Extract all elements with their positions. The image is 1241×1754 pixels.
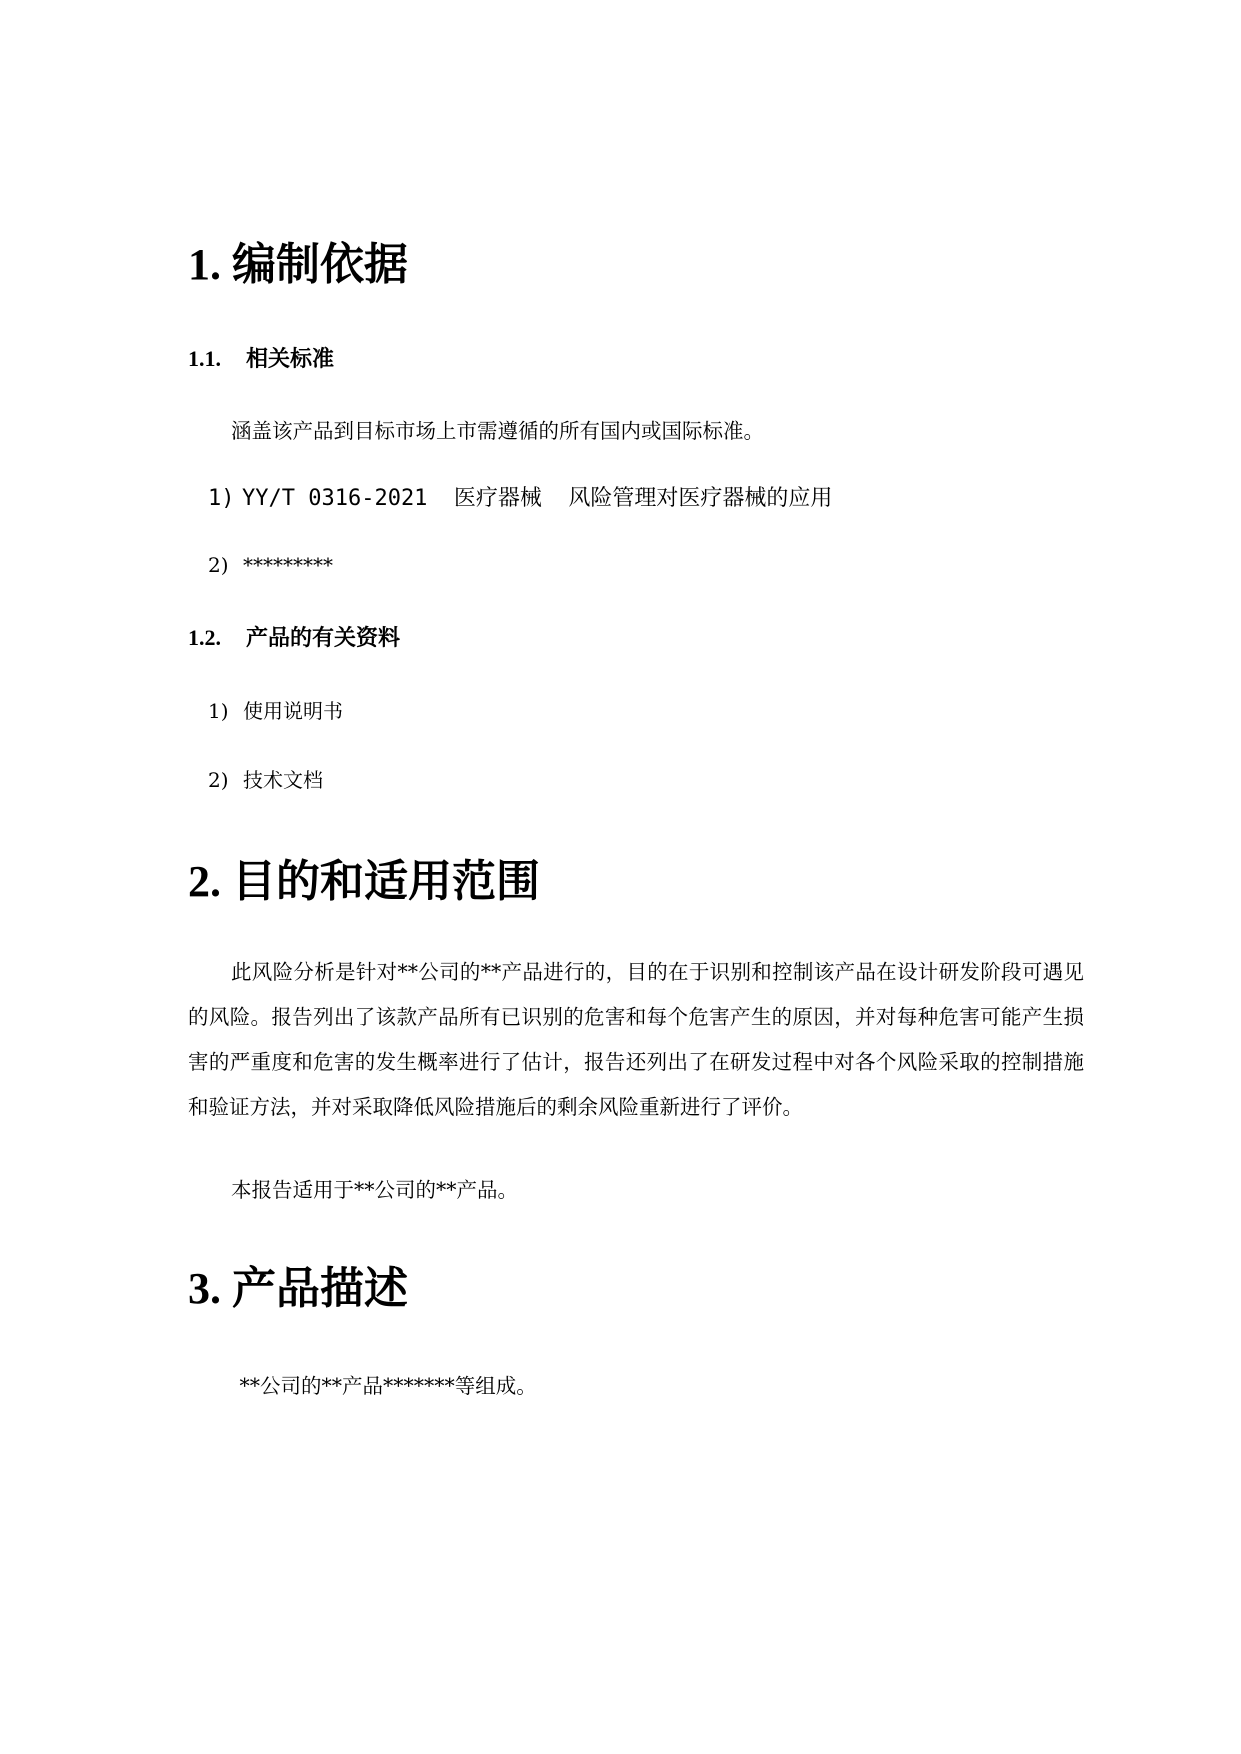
- list-marker: 2): [208, 553, 229, 577]
- product-description: **公司的**产品*******等组成。: [233, 1374, 537, 1398]
- purpose-paragraph: 此风险分析是针对**公司的**产品进行的，目的在于识别和控制该产品在设计研发阶段可遇见的风险。报告列出了该款产品所有已识别的危害和每个危害产生的原因，并对每种危害可能产生损害的严重度和危害的发生概率进行了估计，报告还列出了在研发过程中对各个风险采取的控制措施和验证方法，并对采取降低风险措施后的剩余风险重新进行了评价。: [188, 960, 1084, 1119]
- subsection-1-2-number: 1.2.: [188, 625, 221, 650]
- list-item-text: 技术文档: [243, 768, 323, 792]
- list-item: [208, 765, 323, 795]
- list-item: [208, 550, 333, 580]
- list-item: [208, 696, 343, 726]
- section-1-heading: 1. 编制依据: [188, 240, 408, 289]
- list-marker: 1): [208, 699, 229, 723]
- subsection-1-2-heading: [188, 623, 400, 653]
- list-item: [208, 483, 832, 515]
- list-item-text: YY/T 0316-2021 医疗器械 风险管理对医疗器械的应用: [242, 486, 833, 511]
- standards-intro: 涵盖该产品到目标市场上市需遵循的所有国内或国际标准。: [231, 419, 764, 443]
- list-marker: 2): [208, 768, 229, 792]
- section-2-heading: 2. 目的和适用范围: [188, 857, 540, 906]
- list-marker: 1): [208, 486, 235, 511]
- subsection-1-2-title: 产品的有关资料: [246, 625, 401, 650]
- list-item-text: *********: [243, 553, 333, 577]
- subsection-1-1-number: 1.1.: [188, 346, 221, 371]
- list-item-text: 使用说明书: [243, 699, 343, 723]
- subsection-1-1-heading: [188, 344, 334, 374]
- subsection-1-1-title: 相关标准: [246, 346, 335, 371]
- scope-paragraph: 本报告适用于**公司的**产品。: [231, 1178, 518, 1202]
- section-3-heading: 3. 产品描述: [188, 1264, 408, 1313]
